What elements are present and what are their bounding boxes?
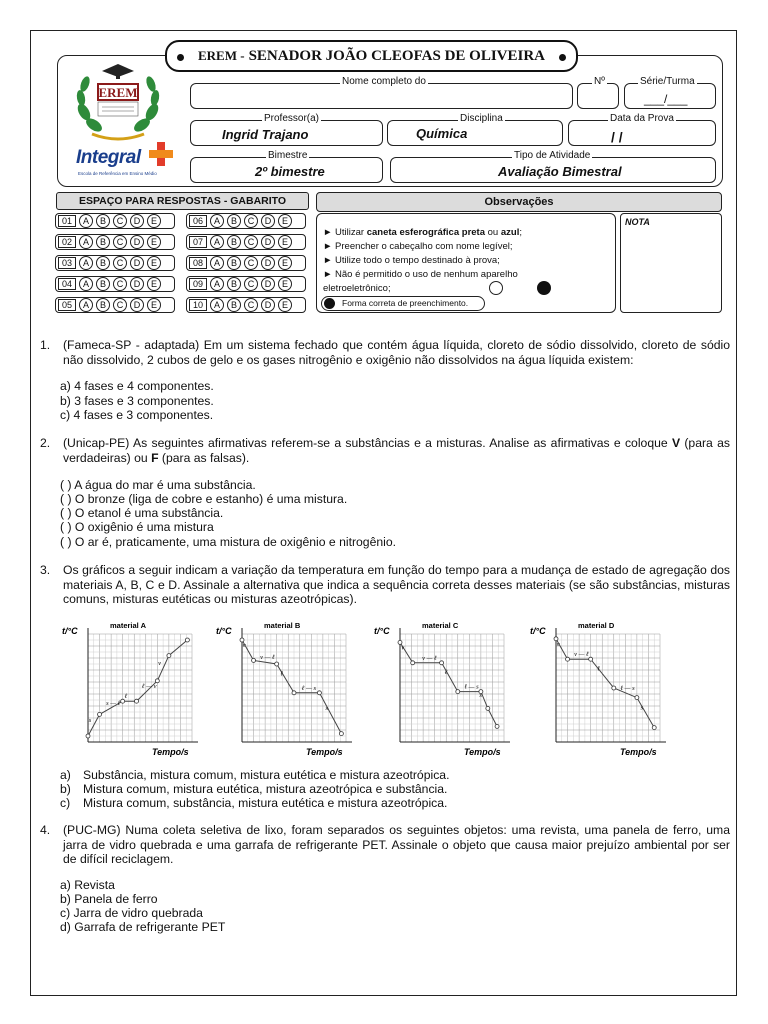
question-text: (Unicap-PE) As seguintes afirmativas referem-se a substâncias e a misturas. Analise as afirmativas e coloque V (para as verdadeiras) ou F (para as falsas). (63, 436, 730, 465)
q3-option-c[interactable]: c) Mistura comum, substância, mistura eutética e mistura azeotrópica. (60, 796, 448, 810)
answer-bubble[interactable]: D (130, 256, 144, 270)
nota-box[interactable] (620, 213, 722, 313)
q4-option-a[interactable]: a) Revista (60, 878, 115, 892)
observacoes-box (316, 213, 616, 313)
answer-bubble[interactable]: A (79, 214, 93, 228)
answer-row (186, 276, 306, 292)
q4-option-d[interactable]: d) Garrafa de refrigerante PET (60, 920, 226, 934)
q1-option-a[interactable]: a) 4 fases e 4 componentes. (60, 379, 214, 393)
nota-label: NOTA (625, 217, 650, 227)
answer-bubble[interactable]: C (113, 277, 127, 291)
segment-label: ℓ (444, 669, 448, 677)
chart-material-b (214, 618, 374, 760)
segment-label: ℓ — s (464, 683, 479, 691)
answer-bubble[interactable]: C (244, 256, 258, 270)
segment-label: v (242, 642, 246, 650)
numero-label: Nº (594, 76, 605, 87)
segment-label: v (401, 644, 405, 652)
q3-option-a[interactable]: a) Substância, mistura comum, mistura eutética e mistura azeotrópica. (60, 768, 450, 782)
answer-bubble[interactable]: A (210, 214, 224, 228)
fill-example-dot (324, 298, 335, 309)
answer-bubble[interactable]: B (96, 235, 110, 249)
disciplina-label: Disciplina (460, 113, 503, 124)
data-point (589, 657, 593, 661)
x-axis-label: Tempo/s (620, 747, 657, 757)
x-axis-label: Tempo/s (152, 747, 189, 757)
question-text: Os gráficos a seguir indicam a variação da temperatura em função do tempo para a mudança de estado de agregação dos materiais A, B, C e D. Assinale a alternativa que indica a sequência correta desses materiais (se são substâncias, misturas comuns, misturas eutéticas ou misturas azeotrópicas). (63, 563, 730, 606)
answer-bubble[interactable]: E (278, 256, 292, 270)
answer-bubble[interactable]: B (96, 298, 110, 312)
answer-bubble[interactable]: B (227, 214, 241, 228)
data-line (400, 642, 497, 726)
answer-row (55, 276, 175, 292)
data-point (167, 654, 171, 658)
professor-label: Professor(a) (264, 113, 320, 124)
answer-row-number: 04 (58, 278, 76, 290)
answer-bubble[interactable]: A (79, 298, 93, 312)
answer-bubble[interactable]: C (244, 235, 258, 249)
answer-bubble[interactable]: B (227, 277, 241, 291)
obs-line-1: ► Utilizar caneta esferográfica preta ou azul; (323, 227, 522, 238)
segment-label: ℓ — s (301, 684, 316, 692)
integral-subtitle: Escola de Referência em Ensino Médio (78, 171, 157, 176)
serie-value: ___/___ (644, 92, 688, 106)
answer-bubble[interactable]: D (130, 277, 144, 291)
y-axis-label: t/°C (530, 626, 546, 636)
chart-material-c (372, 618, 532, 760)
answer-row-number: 09 (189, 278, 207, 290)
segment-label: s (88, 717, 92, 725)
answer-row-number: 08 (189, 257, 207, 269)
atividade-value: Avaliação Bimestral (498, 164, 622, 179)
answer-bubble[interactable]: D (130, 214, 144, 228)
answer-bubble[interactable]: C (113, 256, 127, 270)
data-point (456, 690, 460, 694)
answer-bubble[interactable]: C (113, 298, 127, 312)
segment-label: ℓ (597, 665, 600, 673)
q1-option-b[interactable]: b) 3 fases e 3 componentes. (60, 394, 214, 408)
answer-bubble[interactable]: A (79, 235, 93, 249)
answer-bubble[interactable]: E (147, 298, 161, 312)
segment-label: s — ℓ (106, 699, 121, 707)
school-banner (165, 40, 578, 72)
segment-label: v — ℓ (422, 654, 437, 662)
observacoes-title: Observações (316, 192, 722, 212)
answer-bubble[interactable]: A (210, 277, 224, 291)
question-text: (Fameca-SP - adaptada) Em um sistema fechado que contém água líquida, cloreto de sódio dissolvido, cloreto de sódio não dissolvido, 2 cubos de gelo e os gases nitrogênio e oxigênio não dissolvidos na água líquida existem: (63, 338, 730, 367)
nome-label: Nome completo do (342, 76, 426, 87)
y-axis-label: t/°C (62, 626, 78, 636)
chart-material-a (60, 618, 220, 760)
data-point (495, 724, 499, 728)
segment-label: v (158, 660, 162, 668)
answer-bubble[interactable]: B (227, 256, 241, 270)
answer-row (186, 213, 306, 229)
answer-row (186, 234, 306, 250)
q1-option-c[interactable]: c) 4 fases e 3 componentes. (60, 408, 214, 422)
answer-bubble[interactable]: C (113, 235, 127, 249)
q2-item-3[interactable]: ( ) O etanol é uma substância. (60, 506, 224, 520)
chart-grid (556, 634, 660, 742)
answer-row (186, 255, 306, 271)
question-number: 3. (40, 563, 51, 577)
answer-bubble[interactable]: B (96, 256, 110, 270)
q2-item-1[interactable]: ( ) A água do mar é uma substância. (60, 478, 256, 492)
bimestre-value: 2º bimestre (255, 164, 325, 179)
bimestre-label: Bimestre (268, 150, 308, 161)
obs-line-5: eletroeletrônico; (323, 283, 391, 294)
answer-row-number: 01 (58, 215, 76, 227)
data-point (339, 732, 343, 736)
question-text: (PUC-MG) Numa coleta seletiva de lixo, foram separados os seguintes objetos: uma revista, uma panela de ferro, uma jarra de vidro quebrada e uma garrafa de refrigerante PET. Assinale o objeto que causa maior prejuízo ambiental por ser de difícil reciclagem. (63, 823, 730, 866)
answer-bubble[interactable]: C (244, 214, 258, 228)
answer-bubble[interactable]: A (210, 298, 224, 312)
obs-line-3: ► Utilize todo o tempo destinado à prova; (323, 255, 500, 266)
answer-row-number: 02 (58, 236, 76, 248)
data-point (252, 658, 256, 662)
segment-label: v — ℓ (260, 654, 275, 662)
chart-material-d (528, 618, 688, 760)
obs-line-4: ► Não é permitido o uso de nenhum aparelho (323, 269, 518, 280)
segment-label: ℓ (124, 693, 128, 701)
answer-row (186, 297, 306, 313)
data-point (652, 726, 656, 730)
data-point (566, 657, 570, 661)
q2-item-4[interactable]: ( ) O oxigênio é uma mistura (60, 520, 214, 534)
answer-bubble[interactable]: C (244, 277, 258, 291)
fill-example-label: Forma correta de preenchimento. (342, 298, 469, 308)
answer-row-number: 07 (189, 236, 207, 248)
gabarito-title: ESPAÇO PARA RESPOSTAS - GABARITO (56, 192, 309, 210)
segment-label: ℓ (280, 670, 284, 678)
segment-label: ℓ — s (620, 684, 635, 692)
data-point (411, 661, 415, 665)
segment-label: s (479, 692, 482, 699)
banner-dot-right (559, 54, 566, 61)
answer-bubble[interactable]: A (79, 256, 93, 270)
answer-bubble[interactable]: E (278, 298, 292, 312)
answer-bubble[interactable]: E (147, 256, 161, 270)
answer-bubble[interactable]: B (96, 214, 110, 228)
answer-bubble[interactable]: E (147, 277, 161, 291)
professor-value: Ingrid Trajano (222, 127, 309, 142)
segment-label: v (556, 641, 560, 648)
data-line (242, 640, 341, 734)
q2-item-5[interactable]: ( ) O ar é, praticamente, uma mistura de oxigênio e nitrogênio. (60, 535, 396, 549)
q3-option-b[interactable]: b) Mistura comum, mistura eutética, mistura azeotrópica e substância. (60, 782, 448, 796)
answer-bubble[interactable]: D (261, 256, 275, 270)
answer-bubble[interactable]: B (227, 298, 241, 312)
answer-bubble[interactable]: E (147, 214, 161, 228)
chart-title: material D (578, 621, 615, 630)
data-point (135, 699, 139, 703)
question-number: 1. (40, 338, 51, 352)
answer-row-number: 06 (189, 215, 207, 227)
disciplina-value: Química (416, 126, 468, 141)
data-point (635, 696, 639, 700)
answer-bubble[interactable]: D (261, 277, 275, 291)
data-point (185, 638, 189, 642)
answer-bubble[interactable]: D (130, 235, 144, 249)
q2-item-2[interactable]: ( ) O bronze (liga de cobre e estanho) é uma mistura. (60, 492, 348, 506)
answer-bubble[interactable]: B (227, 235, 241, 249)
answer-bubble[interactable]: D (130, 298, 144, 312)
y-axis-label: t/°C (216, 626, 232, 636)
data-point (86, 734, 90, 738)
chart-grid (242, 634, 346, 742)
segment-label: s (640, 704, 644, 712)
atividade-label: Tipo de Atividade (514, 150, 591, 161)
logo-text: EREM (98, 85, 138, 100)
answer-bubble[interactable]: D (261, 214, 275, 228)
data-value: / / (611, 129, 623, 145)
filled-bubble-example (537, 281, 551, 295)
data-point (275, 662, 279, 666)
chart-title: material A (110, 621, 146, 630)
answer-bubble[interactable]: E (278, 214, 292, 228)
school-prefix: EREM - (197, 48, 245, 63)
integral-logo (76, 142, 176, 182)
answer-bubble[interactable]: A (79, 277, 93, 291)
answer-bubble[interactable]: E (278, 277, 292, 291)
q4-option-b[interactable]: b) Panela de ferro (60, 892, 158, 906)
data-point (612, 686, 616, 690)
school-name: SENADOR JOÃO CLEOFAS DE OLIVEIRA (248, 47, 546, 64)
answer-row (55, 255, 175, 271)
banner-dot-left (177, 54, 184, 61)
answer-row (55, 213, 175, 229)
answer-bubble[interactable]: A (210, 235, 224, 249)
answer-bubble[interactable]: C (113, 214, 127, 228)
data-point (486, 706, 490, 710)
q4-option-c[interactable]: c) Jarra de vidro quebrada (60, 906, 203, 920)
data-point (440, 661, 444, 665)
chart-grid (400, 634, 504, 742)
serie-label: Série/Turma (640, 76, 695, 87)
answer-bubble[interactable]: B (96, 277, 110, 291)
answer-row (55, 297, 175, 313)
y-axis-label: t/°C (374, 626, 390, 636)
answer-bubble[interactable]: A (210, 256, 224, 270)
answer-row-number: 03 (58, 257, 76, 269)
answer-row-number: 10 (189, 299, 207, 311)
integral-word: Integral (76, 147, 141, 168)
plus-icon (149, 142, 173, 166)
segment-label: s (325, 705, 328, 713)
empty-bubble-example (489, 281, 503, 295)
data-point (317, 691, 321, 695)
school-logo (72, 62, 164, 146)
segment-label: v — ℓ (574, 651, 589, 659)
answer-row-number: 05 (58, 299, 76, 311)
answer-bubble[interactable]: E (278, 235, 292, 249)
answer-bubble[interactable]: D (261, 235, 275, 249)
question-number: 4. (40, 823, 51, 837)
data-label: Data da Prova (610, 113, 674, 124)
x-axis-label: Tempo/s (306, 747, 343, 757)
segment-label: ℓ — v (141, 683, 157, 690)
fill-example (321, 296, 485, 311)
answer-bubble[interactable]: D (261, 298, 275, 312)
data-point (292, 691, 296, 695)
answer-row (55, 234, 175, 250)
obs-line-2: ► Preencher o cabeçalho com nome legível; (323, 241, 513, 252)
chart-title: material C (422, 621, 459, 630)
question-number: 2. (40, 436, 51, 450)
chart-grid (88, 634, 192, 742)
x-axis-label: Tempo/s (464, 747, 501, 757)
chart-title: material B (264, 621, 301, 630)
answer-bubble[interactable]: E (147, 235, 161, 249)
answer-bubble[interactable]: C (244, 298, 258, 312)
data-point (98, 712, 102, 716)
